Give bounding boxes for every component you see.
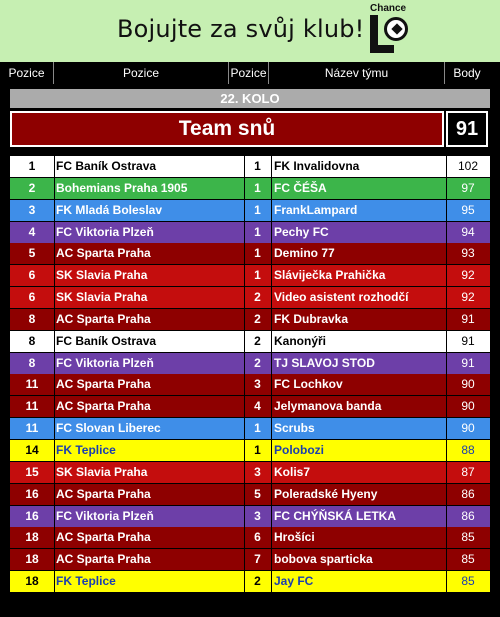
row-team-name: FC Lochkov	[274, 377, 343, 392]
row-position: 8	[28, 333, 36, 348]
table-row	[10, 527, 490, 548]
column-separator	[244, 374, 245, 395]
row-club: FK Teplice	[56, 442, 116, 457]
row-points: 86	[461, 486, 475, 501]
header-pos: Pozice	[0, 62, 54, 84]
column-separator	[54, 243, 55, 264]
banner-slogan: Bojujte za svůj klub!	[117, 15, 365, 43]
row-team-name: Demino 77	[274, 246, 335, 261]
row-points: 86	[461, 508, 475, 523]
table-row	[10, 156, 490, 177]
row-points: 90	[461, 421, 475, 436]
column-separator	[446, 549, 447, 570]
column-separator	[54, 549, 55, 570]
row-club: FK Mladá Boleslav	[56, 202, 163, 217]
row-team-name: TJ SLAVOJ STOD	[274, 355, 375, 370]
table-row	[10, 440, 490, 461]
row-position: 8	[28, 311, 36, 326]
row-club-rank: 2	[254, 574, 261, 589]
row-club: AC Sparta Praha	[56, 486, 151, 501]
row-club-rank: 1	[254, 224, 261, 239]
column-separator	[271, 418, 272, 439]
row-club: SK Slavia Praha	[56, 268, 148, 283]
row-team-name: Poleradské Hyeny	[274, 486, 378, 501]
row-team-name: FC CHÝŇSKÁ LETKA	[274, 508, 396, 523]
column-separator	[446, 200, 447, 221]
column-separator	[271, 374, 272, 395]
row-club: AC Sparta Praha	[56, 399, 151, 414]
column-separator	[271, 440, 272, 461]
row-position: 1	[28, 159, 36, 173]
column-separator	[244, 353, 245, 374]
column-separator	[446, 156, 447, 177]
row-position: 18	[25, 574, 39, 589]
row-club-rank: 4	[254, 399, 261, 414]
column-separator	[244, 462, 245, 483]
table-row	[10, 353, 490, 374]
row-club: FK Teplice	[56, 574, 116, 589]
column-separator	[446, 265, 447, 286]
row-club-rank: 1	[254, 246, 261, 261]
column-separator	[54, 484, 55, 505]
column-separator	[271, 484, 272, 505]
row-team-name: Kolis7	[274, 464, 311, 479]
row-position: 5	[28, 246, 36, 261]
row-team-name: Pechy FC	[274, 224, 329, 239]
table-row	[10, 484, 490, 505]
row-club-rank: 1	[254, 159, 261, 173]
row-club-rank: 7	[254, 552, 261, 567]
logo-text: Chance	[370, 3, 407, 14]
table-row	[10, 331, 490, 352]
column-separator	[244, 222, 245, 243]
row-club: FC Viktoria Plzeň	[56, 355, 154, 370]
column-separator	[446, 374, 447, 395]
row-points: 87	[461, 464, 475, 479]
column-separator	[54, 309, 55, 330]
column-separator	[244, 549, 245, 570]
table-row	[10, 462, 490, 483]
row-position: 14	[25, 442, 39, 457]
row-team-name: Polobozi	[274, 442, 324, 457]
row-club-rank: 6	[254, 530, 261, 545]
header-points: Body	[445, 62, 489, 84]
column-separator	[446, 418, 447, 439]
column-separator	[271, 527, 272, 548]
row-points: 97	[461, 180, 475, 195]
row-team-name: Jelymanova banda	[274, 399, 382, 414]
row-points: 95	[461, 202, 475, 217]
row-position: 11	[25, 399, 39, 414]
column-separator	[54, 440, 55, 461]
column-separator	[244, 287, 245, 308]
row-position: 3	[28, 202, 36, 217]
row-team-name: FC ČÉŠA	[274, 180, 327, 195]
row-club-rank: 3	[254, 377, 261, 392]
row-club-rank: 2	[254, 333, 261, 348]
row-points: 85	[461, 552, 475, 567]
row-points: 102	[457, 159, 479, 173]
row-points: 92	[461, 290, 475, 305]
table-row	[10, 396, 490, 417]
row-points: 92	[461, 268, 475, 283]
row-club: FC Baník Ostrava	[56, 159, 157, 173]
row-position: 15	[25, 464, 39, 479]
row-points: 90	[461, 399, 475, 414]
table-row	[10, 418, 490, 439]
row-club: AC Sparta Praha	[56, 377, 151, 392]
column-separator	[54, 156, 55, 177]
column-separator	[271, 506, 272, 527]
column-separator	[446, 571, 447, 592]
row-position: 4	[28, 224, 36, 239]
ranking-table	[10, 156, 490, 593]
row-position: 2	[28, 180, 36, 195]
column-separator	[271, 549, 272, 570]
team-name: Team snů	[10, 111, 444, 147]
column-separator	[54, 396, 55, 417]
logo-l-foot	[370, 45, 394, 53]
row-club: AC Sparta Praha	[56, 246, 151, 261]
row-club-rank: 5	[254, 486, 261, 501]
column-separator	[446, 178, 447, 199]
round-label: 22. KOLO	[10, 89, 490, 108]
column-separator	[244, 396, 245, 417]
team-points: 91	[446, 111, 488, 147]
column-separator	[54, 265, 55, 286]
table-row	[10, 178, 490, 199]
table-row	[10, 549, 490, 570]
column-separator	[271, 243, 272, 264]
row-club: Bohemians Praha 1905	[56, 180, 188, 195]
row-points: 88	[461, 442, 475, 457]
table-row	[10, 571, 490, 592]
row-position: 18	[25, 530, 39, 545]
row-position: 16	[25, 508, 39, 523]
header-team-name: Název týmu	[269, 62, 445, 84]
column-separator	[271, 156, 272, 177]
row-points: 91	[461, 311, 475, 326]
column-separator	[244, 331, 245, 352]
row-team-name: FK Dubravka	[274, 311, 349, 326]
row-position: 6	[28, 268, 36, 283]
column-separator	[446, 222, 447, 243]
row-team-name: Scrubs	[274, 421, 315, 436]
column-separator	[54, 287, 55, 308]
column-separator	[244, 243, 245, 264]
column-separator	[271, 178, 272, 199]
row-club: AC Sparta Praha	[56, 311, 151, 326]
column-separator	[446, 287, 447, 308]
row-points: 90	[461, 377, 475, 392]
column-separator	[446, 309, 447, 330]
column-separator	[446, 331, 447, 352]
column-separator	[244, 156, 245, 177]
column-separator	[271, 200, 272, 221]
column-separator	[54, 178, 55, 199]
column-separator	[271, 287, 272, 308]
column-separator	[271, 396, 272, 417]
column-separator	[446, 506, 447, 527]
column-separator	[446, 440, 447, 461]
column-separator	[244, 178, 245, 199]
column-separator	[54, 353, 55, 374]
column-separator	[54, 527, 55, 548]
column-separator	[244, 484, 245, 505]
row-club-rank: 1	[254, 442, 261, 457]
header-rank: Pozice	[229, 62, 269, 84]
column-separator	[271, 353, 272, 374]
row-position: 11	[25, 377, 39, 392]
header-club-pos: Pozice	[54, 62, 229, 84]
row-club: SK Slavia Praha	[56, 290, 148, 305]
row-club: SK Slavia Praha	[56, 464, 148, 479]
row-points: 93	[461, 246, 475, 261]
table-row	[10, 506, 490, 527]
column-separator	[54, 374, 55, 395]
column-separator	[54, 418, 55, 439]
row-club-rank: 1	[254, 421, 261, 436]
banner	[0, 0, 500, 62]
table-row	[10, 309, 490, 330]
row-club-rank: 2	[254, 290, 261, 305]
row-club-rank: 1	[254, 180, 261, 195]
row-club: FC Baník Ostrava	[56, 333, 157, 348]
row-team-name: bobova sparticka	[274, 552, 373, 567]
column-separator	[54, 506, 55, 527]
row-team-name: Jay FC	[274, 574, 314, 589]
table-row	[10, 374, 490, 395]
column-separator	[271, 309, 272, 330]
column-separator	[271, 571, 272, 592]
column-separator	[244, 506, 245, 527]
row-position: 8	[28, 355, 36, 370]
row-team-name: Sláviječka Prahička	[274, 268, 386, 283]
column-separator	[446, 462, 447, 483]
column-separator	[271, 222, 272, 243]
table-row	[10, 243, 490, 264]
column-separator	[244, 440, 245, 461]
column-separator	[271, 462, 272, 483]
row-position: 18	[25, 552, 39, 567]
column-separator	[446, 484, 447, 505]
row-team-name: Hrošíci	[274, 530, 315, 545]
column-separator	[54, 462, 55, 483]
row-points: 94	[461, 224, 475, 239]
row-points: 91	[461, 333, 475, 348]
column-separator	[446, 353, 447, 374]
column-separator	[446, 527, 447, 548]
row-points: 91	[461, 355, 475, 370]
row-club-rank: 1	[254, 202, 261, 217]
row-position: 16	[25, 486, 39, 501]
row-club-rank: 2	[254, 355, 261, 370]
column-separator	[54, 222, 55, 243]
table-row	[10, 200, 490, 221]
column-separator	[54, 331, 55, 352]
row-club-rank: 1	[254, 268, 261, 283]
column-separator	[271, 265, 272, 286]
column-separator	[244, 265, 245, 286]
table-row	[10, 265, 490, 286]
row-points: 85	[461, 530, 475, 545]
row-club-rank: 3	[254, 508, 261, 523]
row-team-name: Kanonýři	[274, 333, 327, 348]
row-club-rank: 3	[254, 464, 261, 479]
row-club: FC Viktoria Plzeň	[56, 224, 154, 239]
row-team-name: Video asistent rozhodčí	[274, 290, 409, 305]
row-club: FC Slovan Liberec	[56, 421, 161, 436]
column-separator	[244, 418, 245, 439]
column-separator	[244, 527, 245, 548]
column-separator	[446, 396, 447, 417]
row-club-rank: 2	[254, 311, 261, 326]
column-separator	[271, 331, 272, 352]
row-position: 11	[25, 421, 39, 436]
column-separator	[446, 243, 447, 264]
row-club: AC Sparta Praha	[56, 530, 151, 545]
row-club: AC Sparta Praha	[56, 552, 151, 567]
table-row	[10, 222, 490, 243]
column-separator	[54, 571, 55, 592]
column-separator	[244, 200, 245, 221]
row-team-name: FrankLampard	[274, 202, 358, 217]
column-separator	[54, 200, 55, 221]
table-row	[10, 287, 490, 308]
column-separator	[244, 309, 245, 330]
row-team-name: FK Invalidovna	[274, 159, 360, 173]
column-separator	[244, 571, 245, 592]
row-club: FC Viktoria Plzeň	[56, 508, 154, 523]
row-position: 6	[28, 290, 36, 305]
chance-logo	[368, 3, 418, 59]
row-points: 85	[461, 574, 475, 589]
